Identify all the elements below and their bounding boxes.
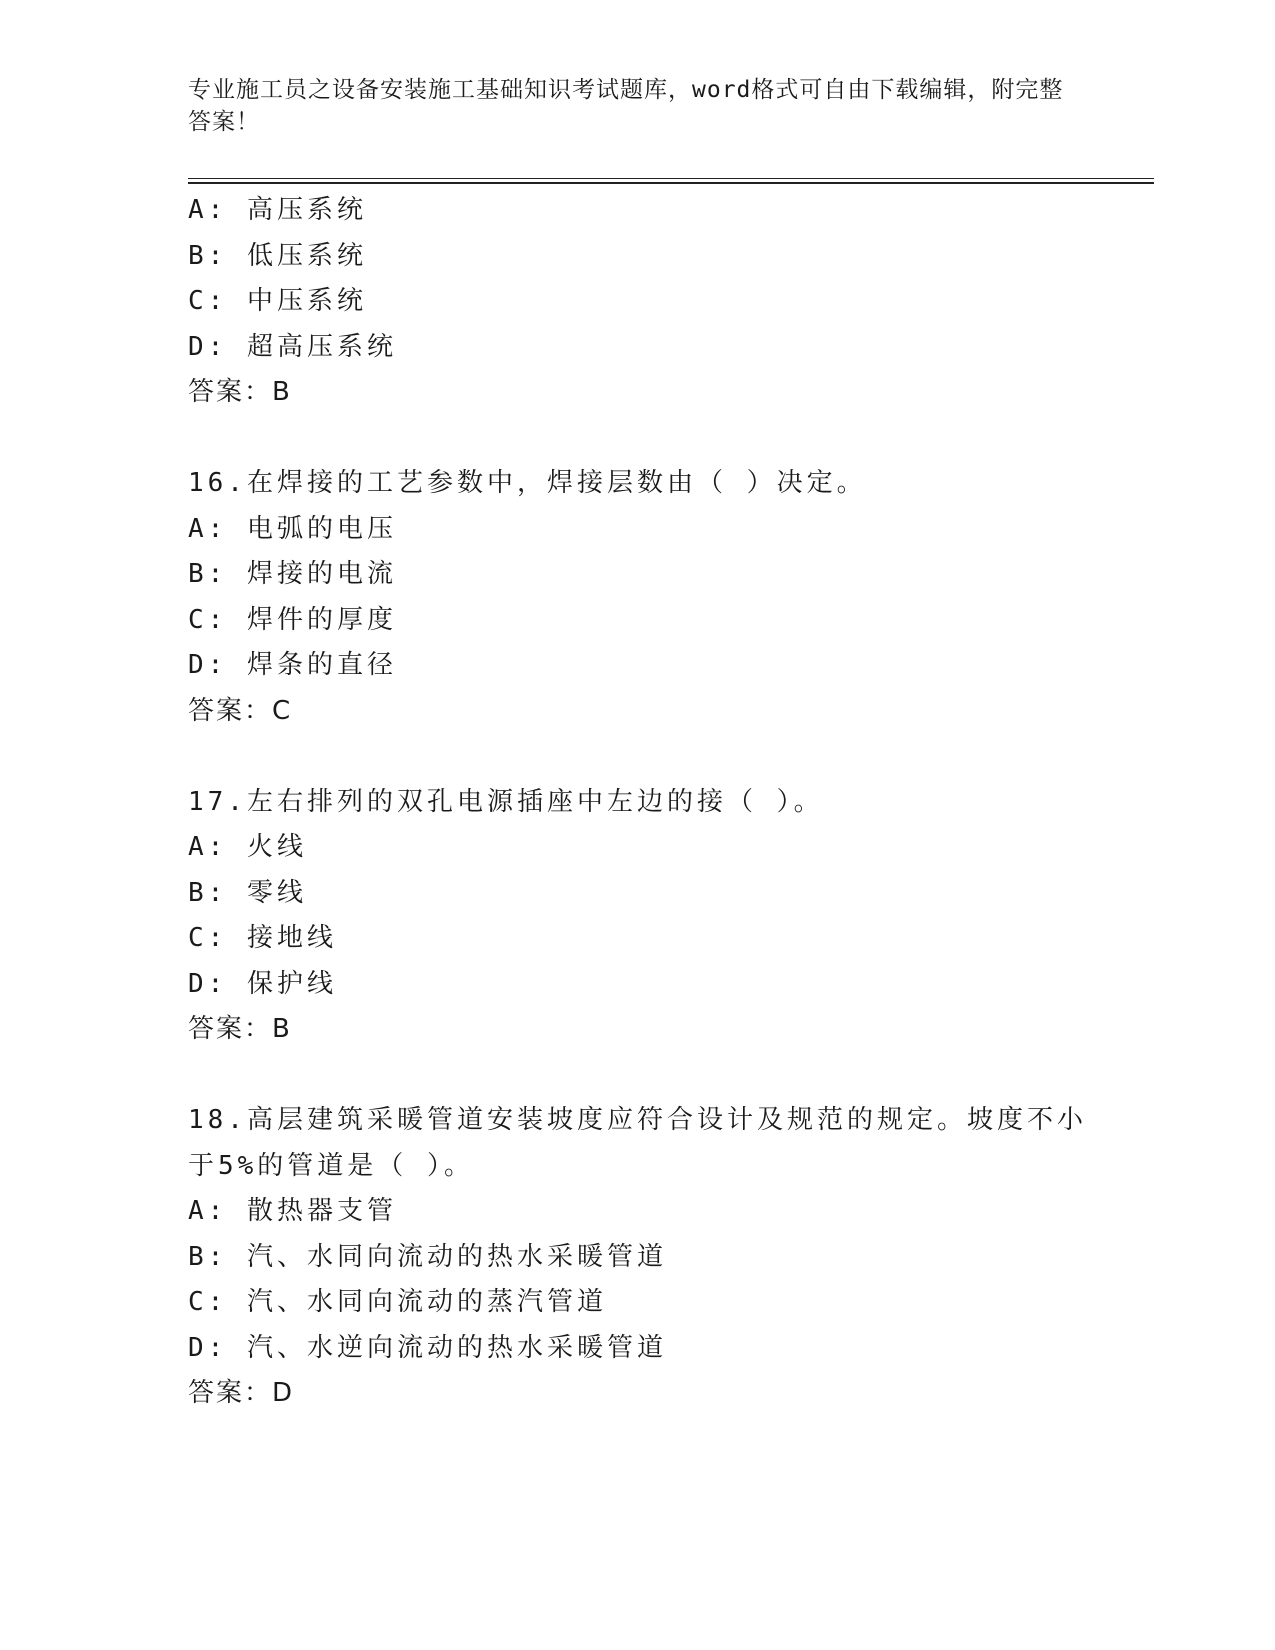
header-rule-thick bbox=[188, 182, 1154, 184]
option-b: B: 汽、水同向流动的热水采暖管道 bbox=[188, 1241, 667, 1272]
option-a: A: 火线 bbox=[188, 832, 307, 862]
option-d: D: 汽、水逆向流动的热水采暖管道 bbox=[188, 1332, 667, 1363]
answer: 答案：D bbox=[188, 1378, 295, 1408]
option-a: A: 散热器支管 bbox=[188, 1196, 397, 1226]
option-b: B: 低压系统 bbox=[188, 240, 367, 271]
question-15 bbox=[188, 188, 1108, 416]
question-list bbox=[188, 188, 1108, 1417]
question-18 bbox=[188, 1098, 1108, 1417]
header-rule-thin bbox=[188, 178, 1154, 179]
answer: 答案：B bbox=[188, 1014, 292, 1044]
option-a: A: 电弧的电压 bbox=[188, 513, 397, 544]
spacer bbox=[188, 734, 1108, 780]
question-text: 17.左右排列的双孔电源插座中左边的接（ ）。 bbox=[188, 786, 824, 817]
spacer bbox=[188, 416, 1108, 462]
option-d: D: 超高压系统 bbox=[188, 331, 397, 362]
option-d: D: 保护线 bbox=[188, 968, 337, 999]
spacer bbox=[188, 1053, 1108, 1099]
option-d: D: 焊条的直径 bbox=[188, 650, 397, 680]
option-b: B: 零线 bbox=[188, 877, 307, 908]
option-c: C: 接地线 bbox=[188, 923, 337, 953]
question-16 bbox=[188, 461, 1108, 734]
option-b: B: 焊接的电流 bbox=[188, 559, 397, 589]
answer: 答案：B bbox=[188, 377, 292, 407]
option-c: C: 汽、水同向流动的蒸汽管道 bbox=[188, 1287, 607, 1317]
document-header: 专业施工员之设备安装施工基础知识考试题库，word格式可自由下载编辑，附完整答案！ bbox=[188, 77, 1064, 135]
option-c: C: 中压系统 bbox=[188, 286, 367, 316]
answer: 答案：C bbox=[188, 695, 293, 726]
question-17 bbox=[188, 780, 1108, 1053]
option-a: A: 高压系统 bbox=[188, 195, 367, 225]
option-c: C: 焊件的厚度 bbox=[188, 604, 397, 635]
question-text: 16.在焊接的工艺参数中，焊接层数由（ ）决定。 bbox=[188, 468, 867, 498]
question-text: 18.高层建筑采暖管道安装坡度应符合设计及规范的规定。坡度不小于5%的管道是（ ）。 bbox=[188, 1105, 1087, 1181]
